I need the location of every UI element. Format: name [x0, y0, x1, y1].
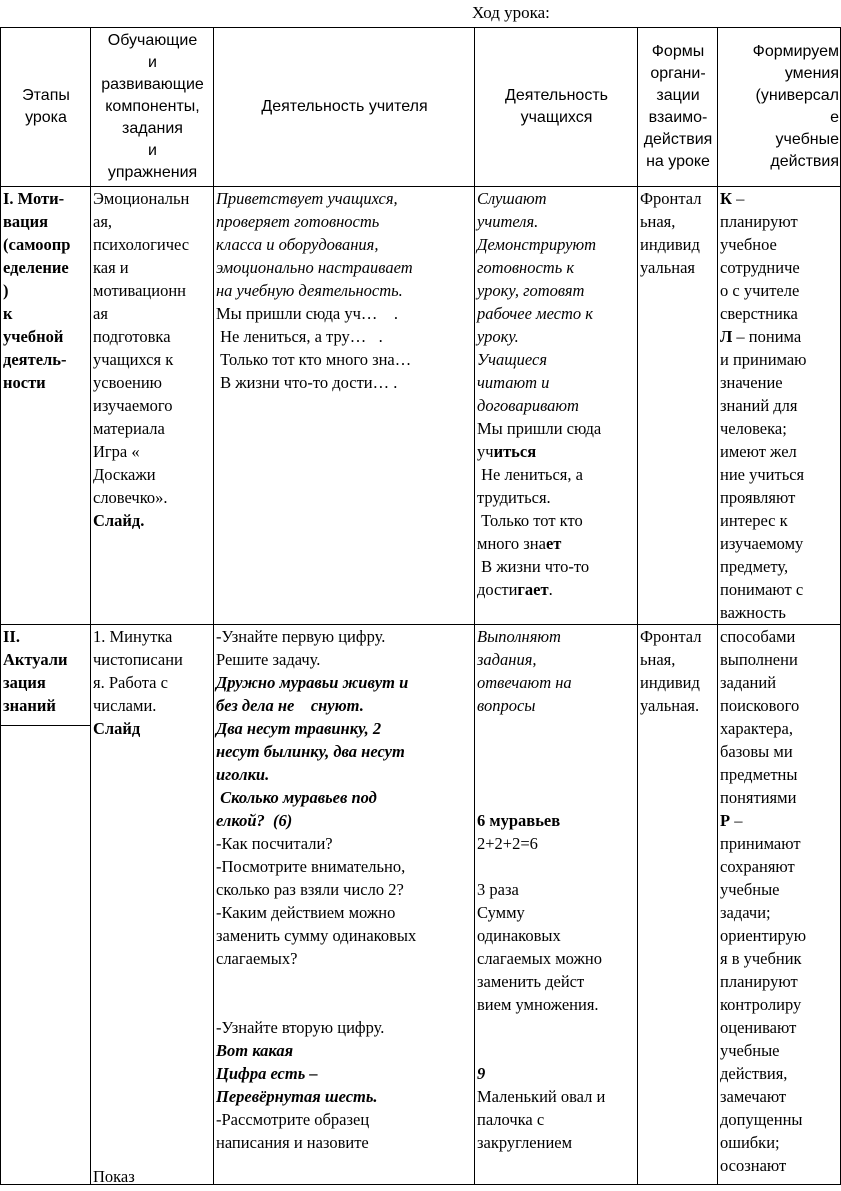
header-teacher-activity	[214, 28, 475, 187]
text-line: планируют	[720, 972, 798, 991]
text-line: выполнени	[720, 650, 798, 669]
text-line: 3 раза	[477, 880, 519, 899]
text-line: предметны	[720, 765, 798, 784]
table-header-row	[1, 28, 841, 187]
text-line: кая и	[93, 258, 129, 277]
text-line: деятель-	[3, 350, 67, 369]
text-line: изучаемому	[720, 534, 804, 553]
text-line: понимают с	[720, 580, 804, 599]
text-line: урока	[25, 109, 67, 126]
text-line: способами	[720, 627, 796, 646]
text-line: Эмоциональн	[93, 189, 190, 208]
text-line: учебные	[775, 131, 839, 148]
text-line: Актуали	[3, 650, 68, 669]
text-line: ьная,	[640, 650, 676, 669]
show-label: Показ	[93, 1167, 135, 1186]
text-line: принимают	[720, 834, 801, 853]
text-line: Демонстрируют	[477, 235, 597, 254]
text-line: Игра «	[93, 442, 140, 461]
text-line: учащихся	[520, 109, 593, 126]
text-line: вопросы	[477, 696, 536, 715]
text-line: ности	[3, 373, 46, 392]
text-line: материала	[93, 419, 165, 438]
text-line: Деятельность	[505, 87, 608, 104]
text-line: уроку.	[477, 327, 519, 346]
text-line: сохраняют	[720, 857, 795, 876]
text-line: учебные	[720, 880, 780, 899]
text-line: к	[3, 304, 13, 323]
text-line: (самоопр	[3, 235, 71, 254]
text-line: Учащиеся	[477, 350, 548, 369]
header-interaction-forms	[638, 28, 718, 187]
student-activity-actualization: Выполняют задания, отвечают на вопросы 6 муравьев 2+2+2=6 3 раза Сумму одинаковых слагаемых можно заменить дейст вием умножения. 9 Маленький овал и палочка с закруглением	[475, 625, 638, 1185]
text-line: проверяет готовность	[216, 212, 380, 231]
text-line: оценивают	[720, 1018, 797, 1037]
text-line: II.	[3, 627, 20, 646]
text-line: Слушают	[477, 189, 547, 208]
text-line: ошибки;	[720, 1133, 780, 1152]
text-line: и	[148, 142, 157, 159]
text-line: проявляют	[720, 488, 796, 507]
text-line: базовы ми	[720, 742, 793, 761]
text-line: Мы пришли сюда уч… .	[216, 304, 399, 323]
text-line: органи-	[650, 65, 706, 82]
text-line: уроку, готовят	[477, 281, 585, 300]
text-line: Формируем	[752, 43, 839, 60]
text-line: человека;	[720, 419, 787, 438]
text-line: интерес к	[720, 511, 788, 530]
text-line: сотрудниче	[720, 258, 800, 277]
text-line: предмету,	[720, 557, 789, 576]
text-line: В жизни что-то дости… .	[216, 373, 398, 392]
text-line: мотивационн	[93, 281, 186, 300]
text-line: контролиру	[720, 995, 802, 1014]
text-line: развивающие	[101, 76, 204, 93]
text-line: уальная	[640, 258, 696, 277]
slide-label: Слайд	[93, 719, 141, 738]
text-line: (универсал	[755, 87, 839, 104]
text-line: читают и	[477, 373, 550, 392]
text-line: взаимо-	[648, 109, 708, 126]
text-line: закруглением	[477, 1133, 573, 1152]
text-line: на учебную деятельность.	[216, 281, 403, 300]
text-line: заданий	[720, 673, 777, 692]
text-line: усвоению	[93, 373, 163, 392]
text-line: зация	[3, 673, 46, 692]
text-line: Доскажи	[93, 465, 156, 484]
text-line: Деятельность учителя	[261, 98, 428, 115]
text-line: 1. Минутка	[93, 627, 173, 646]
text-line: значение	[720, 373, 783, 392]
text-line: рабочее место к	[477, 304, 594, 323]
header-student-activity	[475, 28, 638, 187]
cell-divider	[0, 725, 91, 726]
text-line: понятиями	[720, 788, 797, 807]
text-line: )	[3, 281, 9, 300]
skills-motivation: К – планируют учебное сотрудниче о с учителе сверстника Л – понима и принимаю значение знаний для человека; имеют жел ние учиться проявляют интерес к изучаемому предмету, понимают с важность	[718, 187, 841, 625]
lesson-plan-table	[0, 27, 841, 1185]
text-line: чистописани	[93, 650, 183, 669]
slide-label: Слайд.	[93, 511, 145, 530]
text-line: действия	[643, 131, 713, 148]
header-learning-actions	[718, 28, 841, 187]
text-line: задания,	[477, 650, 537, 669]
text-line: знаний для	[720, 396, 798, 415]
text-line: ьная,	[640, 212, 676, 231]
text-line: палочка с	[477, 1110, 545, 1129]
text-line: замечают	[720, 1087, 787, 1106]
text-line: я в учебник	[720, 949, 802, 968]
text-line: Обучающие	[107, 32, 198, 49]
stage-motivation	[1, 187, 91, 625]
text-line: зации	[656, 87, 700, 104]
text-line: сверстника	[720, 304, 798, 323]
text-line: эмоционально настраивает	[216, 258, 413, 277]
text-line: Этапы	[22, 87, 70, 104]
text-line: осознают	[720, 1156, 787, 1175]
lesson-progress-heading: Ход урока:	[472, 3, 550, 22]
text-line: знаний	[3, 696, 56, 715]
text-line: Фронтал	[640, 627, 702, 646]
text-line: действия	[770, 153, 839, 170]
stage-actualization	[1, 625, 91, 1185]
header-stages	[1, 28, 91, 187]
text-line: еделение	[3, 258, 69, 277]
text-line: задания	[122, 120, 183, 137]
text-line: важность	[720, 603, 786, 622]
text-line: Выполняют	[477, 627, 561, 646]
text-line: и	[148, 54, 157, 71]
text-line: учебные	[720, 1041, 780, 1060]
text-line: отвечают на	[477, 673, 572, 692]
text-line: действия,	[720, 1064, 788, 1083]
forms-motivation	[638, 187, 718, 625]
text-line: одинаковых	[477, 926, 561, 945]
text-line: умения	[784, 65, 839, 82]
text-line: планируют	[720, 212, 798, 231]
text-line: упражнения	[107, 164, 198, 181]
text-line: о с учителе	[720, 281, 800, 300]
text-line: е	[830, 109, 839, 126]
text-line: Маленький овал и	[477, 1087, 606, 1106]
text-line: учебное	[720, 235, 777, 254]
text-line: учащихся к	[93, 350, 174, 369]
text-line: числами.	[93, 696, 157, 715]
teacher-activity-actualization: -Узнайте первую цифру. Решите задачу. Дружно муравьи живут и без дела не снуют. Два несут травинку, 2 несут былинку, два несут иголки. Сколько муравьев под елкой? (6) -Как посчитали? -Посмотрите внимательно, сколько раз взяли число 2? -Каким действием можно заменить сумму одинаковых слагаемых? -Узнайте вторую цифру. Вот какая Цифра есть – Перевёрнутая шесть. -Рассмотрите образец написания и назовите	[214, 625, 475, 1185]
text-line: индивид	[640, 673, 700, 692]
text-line: класса и оборудования,	[216, 235, 379, 254]
teacher-activity-motivation	[214, 187, 475, 625]
components-motivation	[91, 187, 214, 625]
text-line: вием умножения.	[477, 995, 599, 1014]
text-line: индивид	[640, 235, 700, 254]
text-line: характера,	[720, 719, 793, 738]
text-line: имеют жел	[720, 442, 797, 461]
text-line: Не лениться, а тру… .	[216, 327, 383, 346]
text-line: компоненты,	[105, 98, 200, 115]
text-line: ая,	[93, 212, 113, 231]
text-line: Формы	[651, 43, 705, 60]
text-line: заменить дейст	[477, 972, 585, 991]
text-line: задачи;	[720, 903, 771, 922]
text-line: изучаемого	[93, 396, 173, 415]
text-line: ориентирую	[720, 926, 807, 945]
text-line: и принимаю	[720, 350, 807, 369]
text-line: я. Работа с	[93, 673, 168, 692]
text-line: учителя.	[477, 212, 539, 231]
text-line: подготовка	[93, 327, 171, 346]
text-line: поискового	[720, 696, 800, 715]
text-line: психологичес	[93, 235, 190, 254]
forms-actualization	[638, 625, 718, 1185]
text-line: словечко».	[93, 488, 168, 507]
components-actualization	[91, 625, 214, 1185]
text-line: Сумму	[477, 903, 525, 922]
text-line: ая	[93, 304, 108, 323]
text-line: допущенны	[720, 1110, 803, 1129]
table-row-motivation	[1, 187, 841, 625]
table-row-actualization	[1, 625, 841, 1185]
text-line: на уроке	[646, 153, 710, 170]
text-line: уальная.	[640, 696, 700, 715]
text-line: ние учиться	[720, 465, 805, 484]
text-line: учебной	[3, 327, 64, 346]
text-line: готовность к	[477, 258, 575, 277]
text-line: слагаемых можно	[477, 949, 602, 968]
text-line: I. Моти-	[3, 189, 65, 208]
student-activity-motivation: Слушают учителя. Демонстрируют готовность к уроку, готовят рабочее место к уроку. Учащиеся читают и договаривают Мы пришли сюда учиться Не лениться, а трудиться. Только тот кто много знает В жизни что-то достигает.	[475, 187, 638, 625]
text-line: вация	[3, 212, 49, 231]
text-line: Приветствует учащихся,	[216, 189, 398, 208]
text-line: договаривают	[477, 396, 579, 415]
skills-actualization: способами выполнени заданий поискового характера, базовы ми предметны понятиями Р – принимают сохраняют учебные задачи; ориентирую я в учебник планируют контролиру оценивают учебные действия, замечают допущенны ошибки; осознают	[718, 625, 841, 1185]
text-line: Только тот кто много зна…	[216, 350, 412, 369]
text-line: Фронтал	[640, 189, 702, 208]
header-components	[91, 28, 214, 187]
